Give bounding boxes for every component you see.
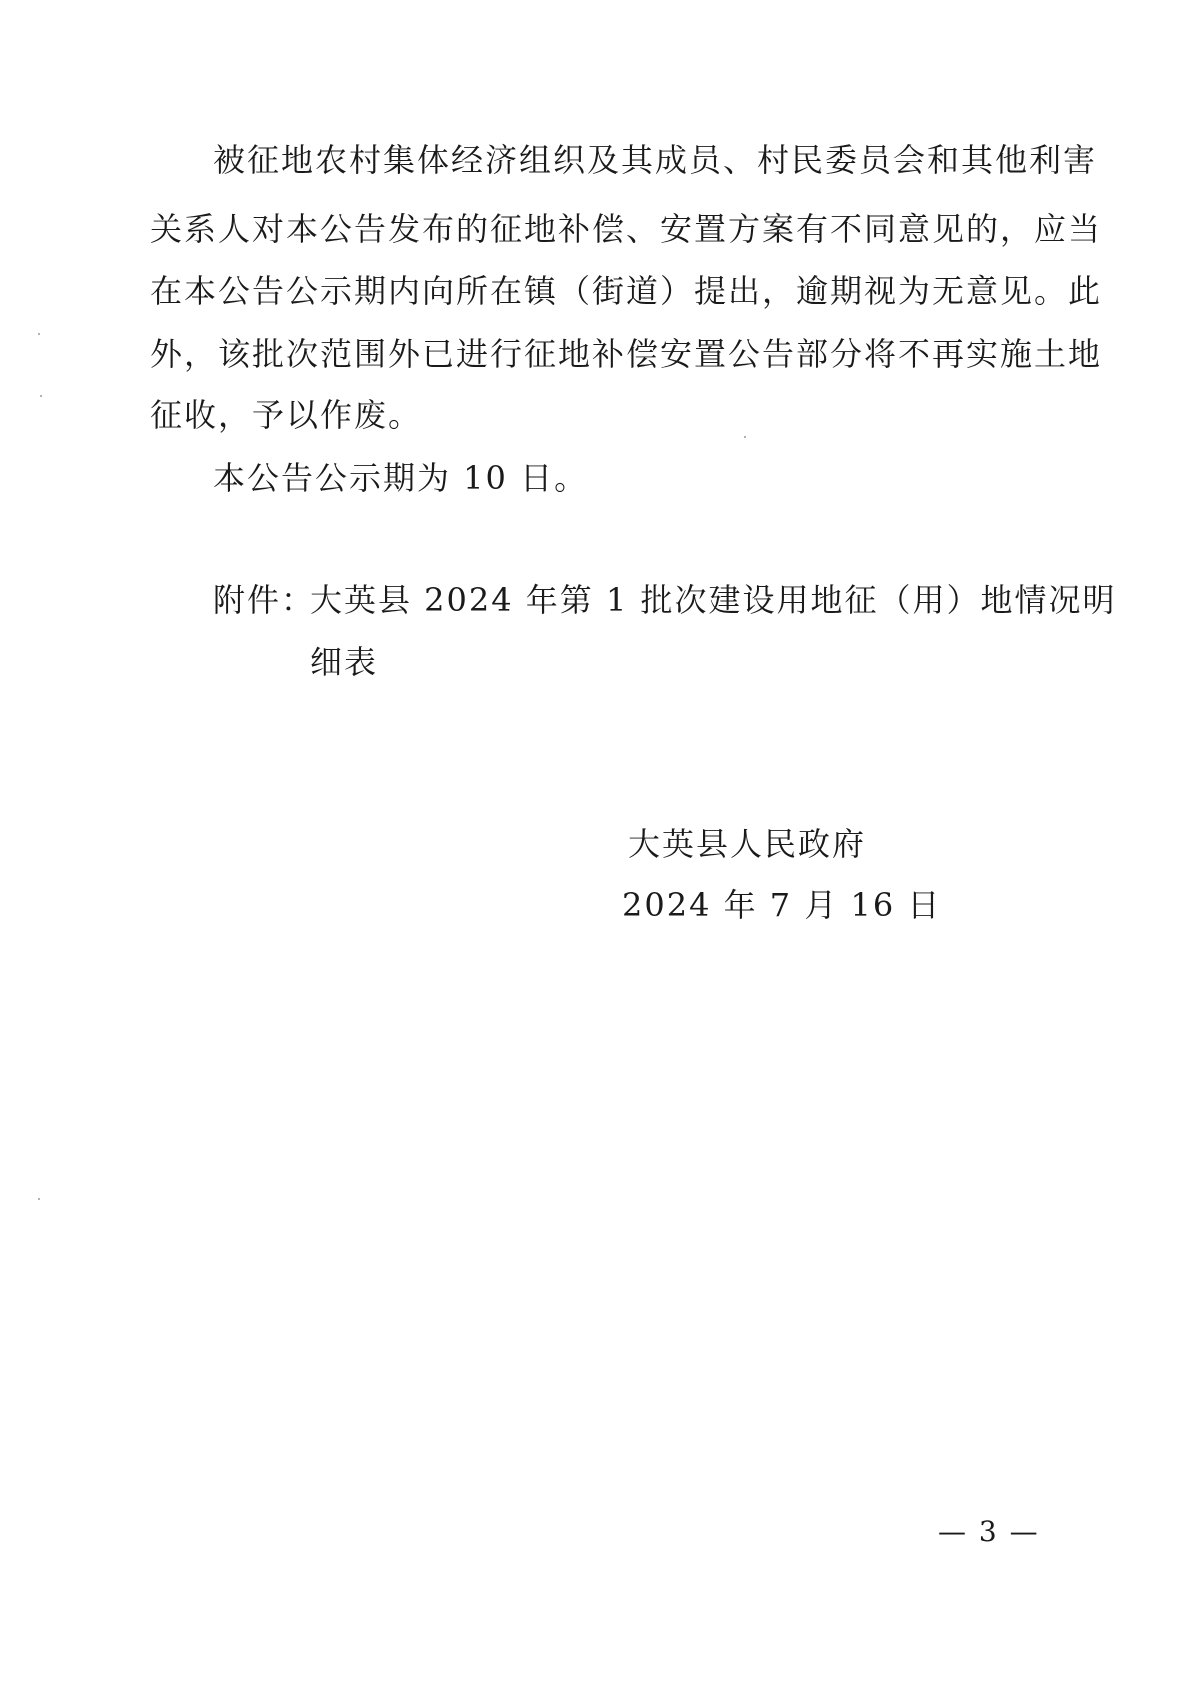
paragraph1-line1: 被征地农村集体经济组织及其成员、村民委员会和其他利害 [213,141,1098,179]
issuer-name: 大英县人民政府 [628,825,867,863]
attachment-title-line1: 大英县 2024 年第 1 批次建设用地征（用）地情况明 [310,581,1117,619]
paragraph1-line5: 征收，予以作废。 [150,396,423,434]
paragraph1-line3: 在本公告公示期内向所在镇（街道）提出，逾期视为无意见。此 [150,272,1103,310]
page-number: — 3 — [938,1515,1040,1548]
scan-speck [40,395,42,397]
attachment-title-line2: 细表 [310,643,379,681]
scan-speck [38,1198,40,1200]
paragraph1-line2: 关系人对本公告发布的征地补偿、安置方案有不同意见的，应当 [150,210,1103,248]
issue-date: 2024 年 7 月 16 日 [622,886,942,924]
paragraph1-line4: 外，该批次范围外已进行征地补偿安置公告部分将不再实施土地 [150,335,1103,373]
attachment-label: 附件： [213,581,316,619]
scan-speck [744,436,746,438]
paragraph2: 本公告公示期为 10 日。 [213,459,589,497]
scan-speck [38,333,40,335]
